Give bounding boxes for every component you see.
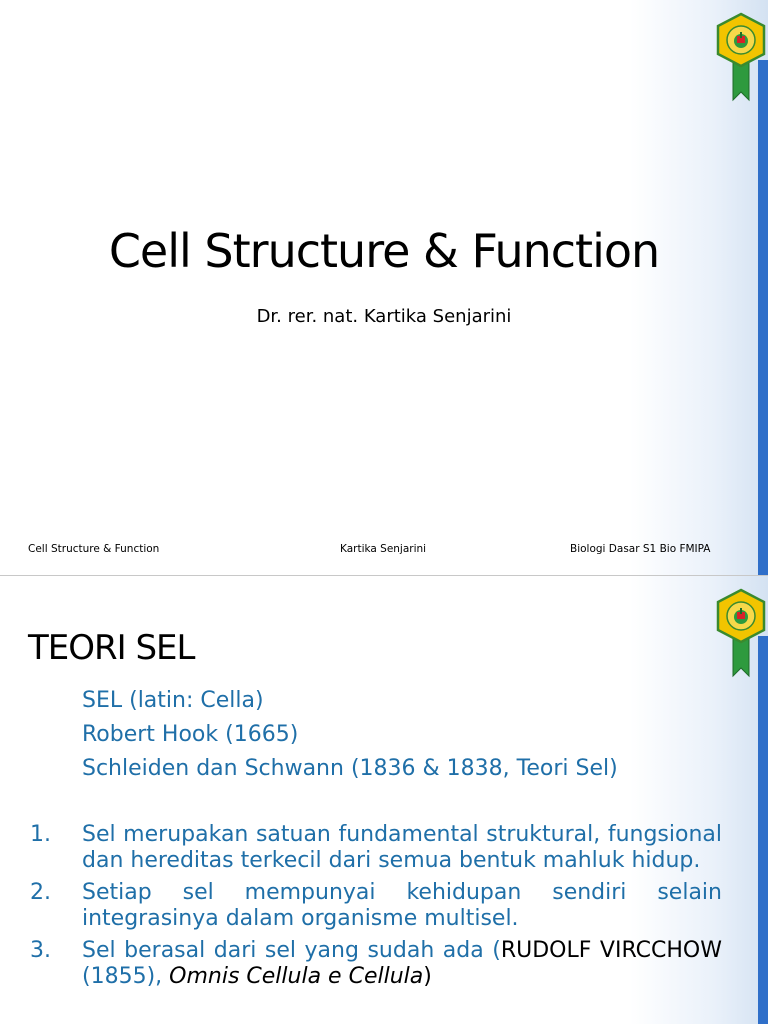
closing-paren: ) <box>423 964 432 989</box>
numbered-item <box>30 880 722 932</box>
slide-edge-bar <box>758 636 768 1024</box>
footer-left: Cell Structure & Function <box>28 543 160 555</box>
university-logo-icon <box>714 588 768 678</box>
numbered-item <box>30 938 722 990</box>
bullet-item: Robert Hook (1665) <box>82 722 299 747</box>
item-number: 2. <box>30 880 51 905</box>
numbered-list <box>30 822 722 996</box>
item-text: Setiap sel mempunyai kehidupan sendiri selain integrasinya dalam organisme multisel. <box>82 880 722 931</box>
university-logo-icon <box>714 12 768 102</box>
latin-phrase: Omnis Cellula e Cellula <box>169 964 424 989</box>
footer-right: Biologi Dasar S1 Bio FMIPA <box>570 543 711 555</box>
item-text-part: (1855), <box>82 964 170 989</box>
item-text-part: Sel berasal dari sel yang sudah ada ( <box>82 938 501 963</box>
bullet-item: SEL (latin: Cella) <box>82 688 264 713</box>
author-subtitle: Dr. rer. nat. Kartika Senjarini <box>256 306 512 327</box>
numbered-item <box>30 822 722 874</box>
section-title: TEORI SEL <box>28 628 195 668</box>
item-number: 1. <box>30 822 51 847</box>
item-text: Sel merupakan satuan fundamental struktural, fungsional dan hereditas terkecil dari semua bentuk mahluk hidup. <box>82 822 722 873</box>
scientist-name: RUDOLF VIRCCHOW <box>500 938 722 963</box>
page-title: Cell Structure & Function <box>108 224 660 278</box>
item-number: 3. <box>30 938 51 963</box>
footer-center: Kartika Senjarini <box>340 543 427 555</box>
bullet-list <box>82 688 682 790</box>
slide-teori-sel <box>0 576 768 1024</box>
item-text <box>82 938 722 990</box>
bullet-item: Schleiden dan Schwann (1836 & 1838, Teori Sel) <box>82 756 618 781</box>
